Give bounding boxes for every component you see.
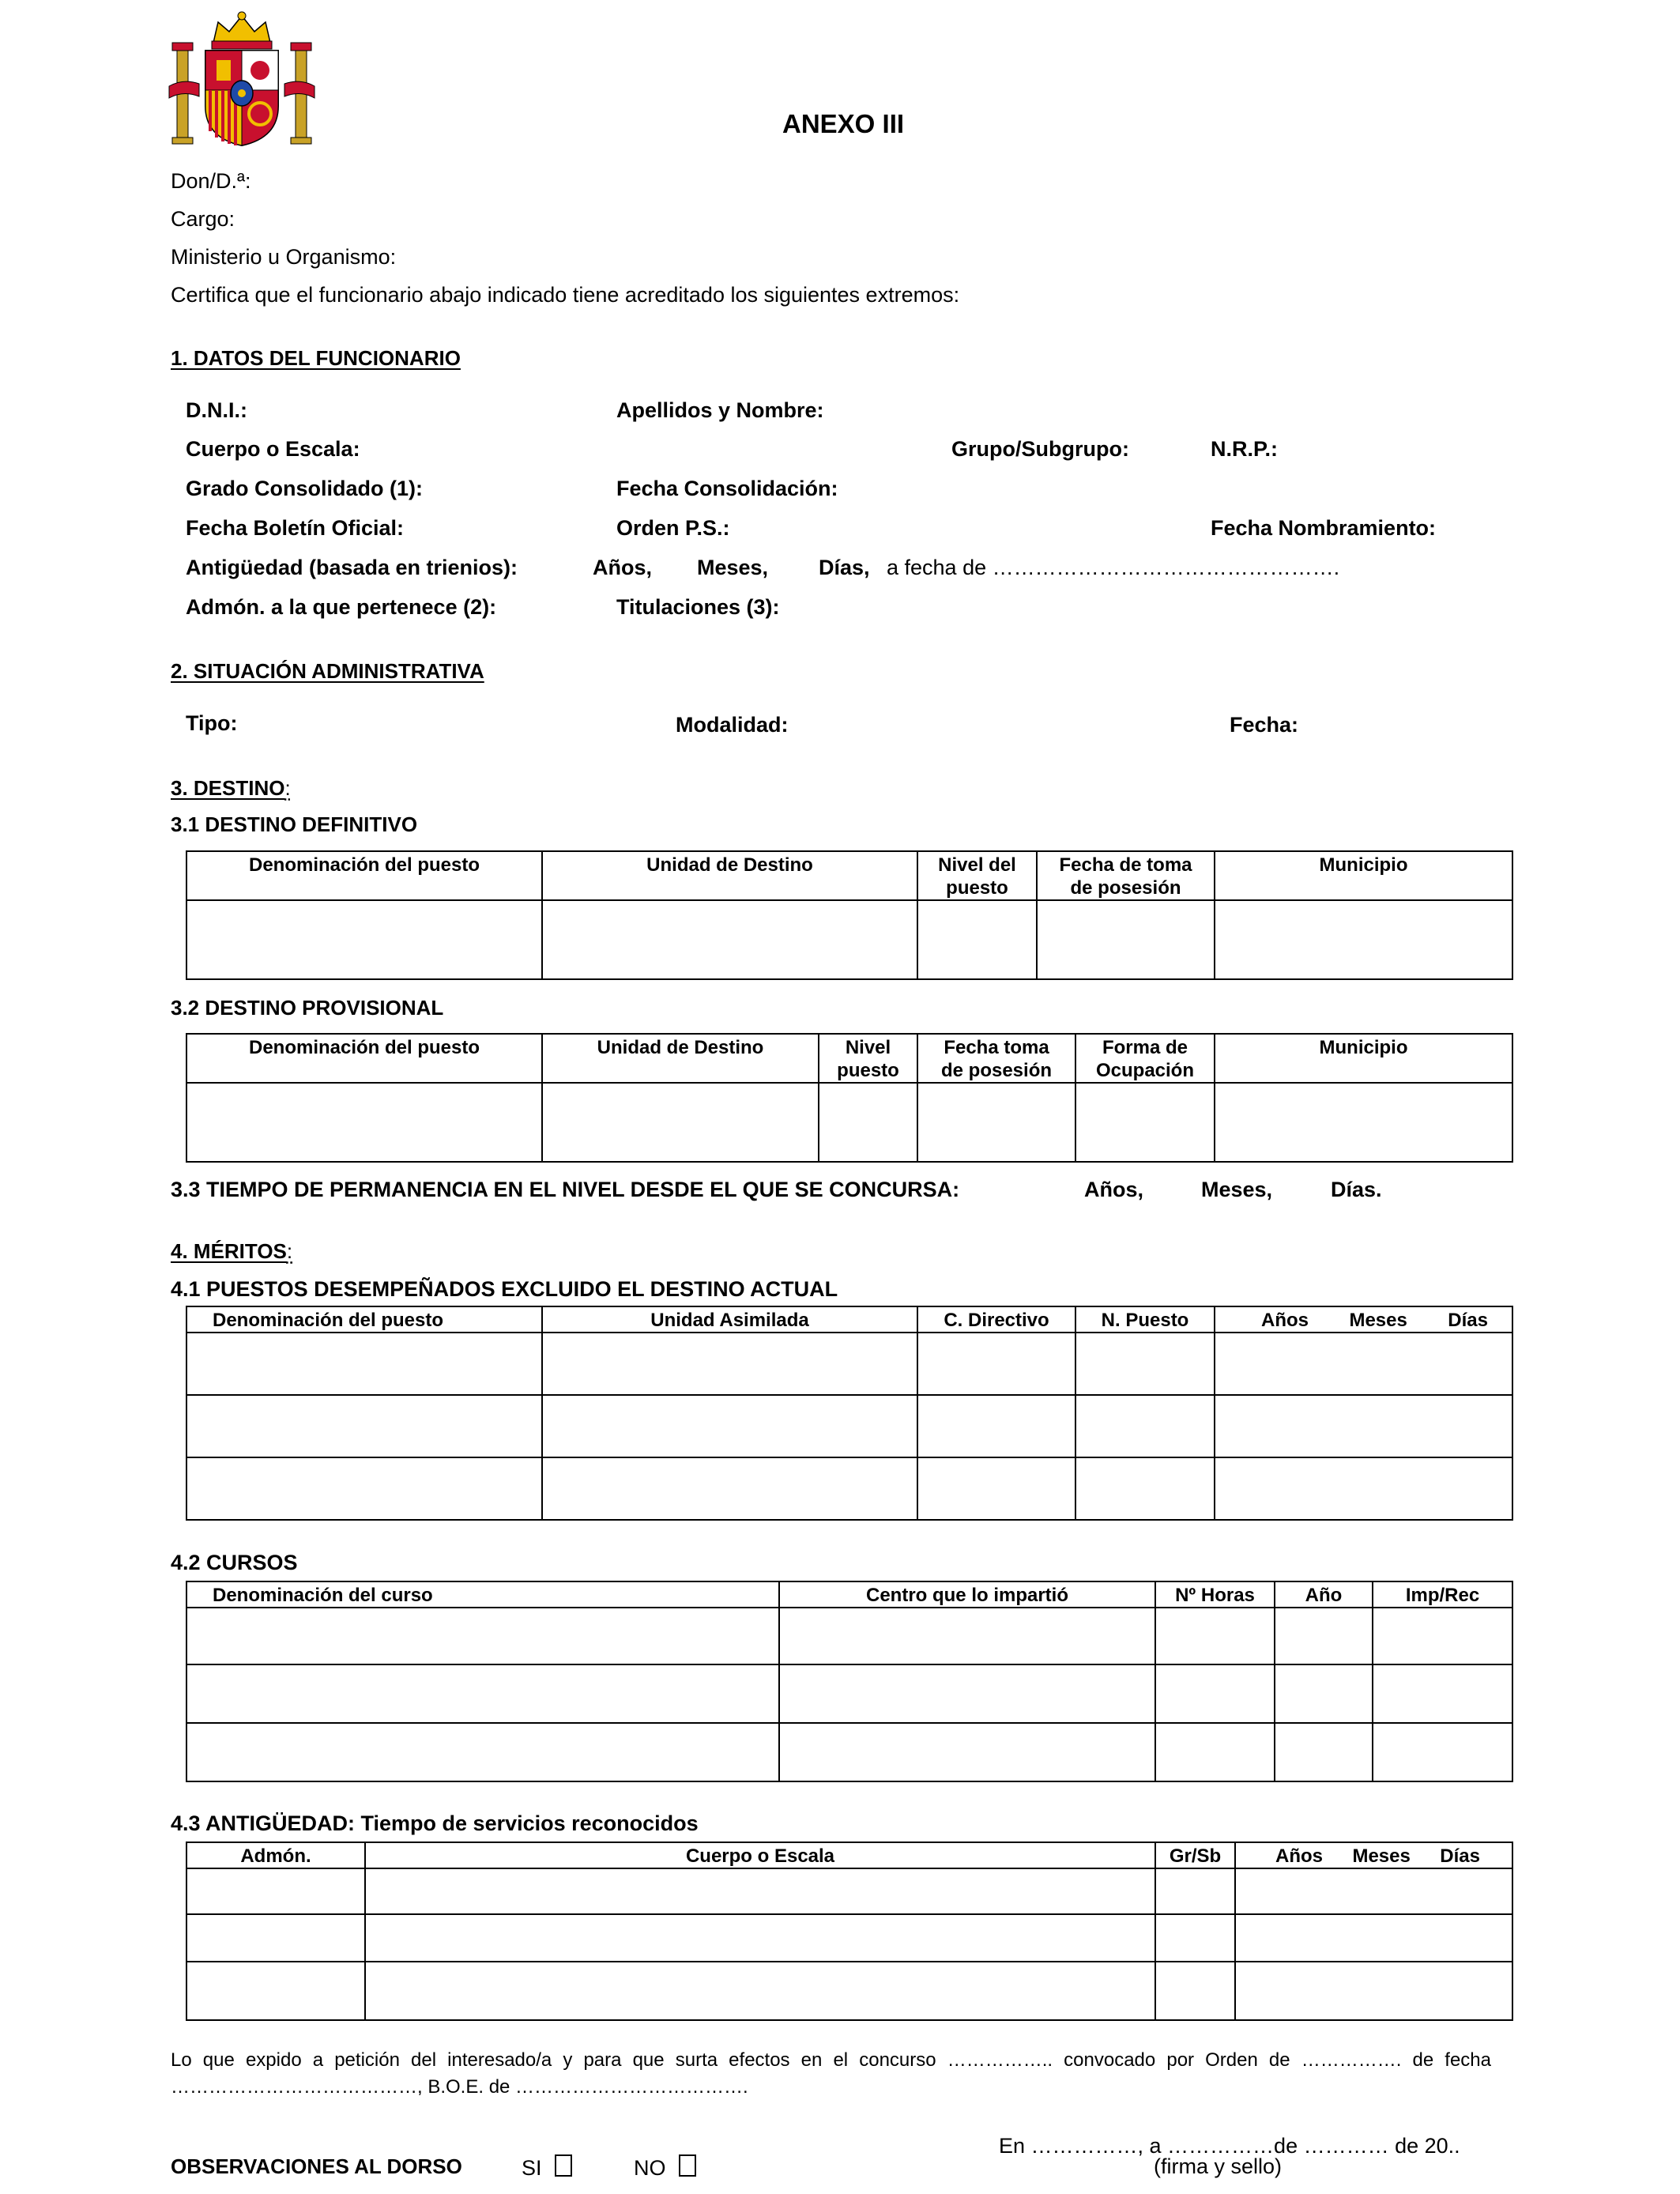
- header-municipio: Municipio: [1215, 851, 1512, 900]
- input-cell[interactable]: [542, 1083, 819, 1162]
- section4-heading-text: 4. MÉRITOS: [171, 1239, 287, 1263]
- certification-paragraph: Lo que expido a petición del interesado/a y para que surta efectos en el concurso …………….. convocado por Orden de ……………. de fecha …………………………………, B.O.E. de ……………………………….: [171, 2049, 1491, 2098]
- input-cell[interactable]: [1275, 1723, 1373, 1781]
- input-cell[interactable]: [917, 1457, 1075, 1520]
- input-cell[interactable]: [1075, 1333, 1215, 1395]
- cuerpo-label: Cuerpo o Escala:: [186, 437, 360, 461]
- input-cell[interactable]: [1235, 1914, 1512, 1962]
- table-row: [186, 1962, 1512, 2020]
- section33-label: 3.3 TIEMPO DE PERMANENCIA EN EL NIVEL DESDE EL QUE SE CONCURSA:: [171, 1178, 960, 1201]
- puestos-desempenados-table: [186, 1306, 1513, 1521]
- si-option: [522, 2154, 572, 2181]
- input-cell[interactable]: [917, 1083, 1075, 1162]
- fecha-label: Fecha:: [1230, 713, 1299, 737]
- header-dias: Días: [1448, 1310, 1488, 1331]
- place-date-line: En ……………, a ……………de ………… de 20..: [999, 2134, 1460, 2158]
- section33-dias: Días.: [1331, 1178, 1382, 1201]
- fecha-boletin-label: Fecha Boletín Oficial:: [186, 516, 405, 540]
- table-row: [186, 1664, 1512, 1723]
- input-cell[interactable]: [1215, 1395, 1512, 1457]
- section33-anos: Años,: [1084, 1178, 1144, 1201]
- input-cell[interactable]: [819, 1083, 917, 1162]
- fecha-consolidacion-label: Fecha Consolidación:: [616, 477, 838, 500]
- header-tiempo: [1235, 1842, 1512, 1868]
- input-cell[interactable]: [1275, 1608, 1373, 1664]
- destino-provisional-table: [186, 1033, 1513, 1163]
- no-option: [634, 2154, 696, 2181]
- input-cell[interactable]: [186, 1723, 779, 1781]
- input-cell[interactable]: [1215, 1333, 1512, 1395]
- header-c-directivo: C. Directivo: [917, 1306, 1075, 1333]
- no-label: NO: [634, 2156, 666, 2180]
- header-nivel: Nivel puesto: [819, 1034, 917, 1083]
- header-anos: Años: [1261, 1310, 1309, 1331]
- input-cell[interactable]: [365, 1868, 1155, 1914]
- header-fecha-toma: Fecha toma de posesión: [917, 1034, 1075, 1083]
- input-cell[interactable]: [1155, 1664, 1275, 1723]
- input-cell[interactable]: [917, 1333, 1075, 1395]
- input-cell[interactable]: [779, 1608, 1155, 1664]
- input-cell[interactable]: [1373, 1723, 1512, 1781]
- header-dias: Días: [1440, 1845, 1480, 1867]
- input-cell[interactable]: [1155, 1723, 1275, 1781]
- input-cell[interactable]: [186, 1083, 542, 1162]
- table-row: [186, 1083, 1512, 1162]
- header-municipio: Municipio: [1215, 1034, 1512, 1083]
- section32-heading: 3.2 DESTINO PROVISIONAL: [171, 996, 444, 1020]
- input-cell[interactable]: [542, 900, 917, 979]
- header-ano: Año: [1275, 1581, 1373, 1608]
- si-checkbox[interactable]: [555, 2154, 572, 2177]
- header-forma-ocupacion: Forma de Ocupación: [1075, 1034, 1215, 1083]
- section33-meses: Meses,: [1201, 1178, 1273, 1201]
- antiguedad-dias: Días,: [819, 556, 870, 579]
- don-label: Don/D.ª:: [171, 169, 251, 193]
- input-cell[interactable]: [365, 1962, 1155, 2020]
- firma-sello-label: (firma y sello): [1154, 2154, 1283, 2178]
- input-cell[interactable]: [1215, 1083, 1512, 1162]
- apellidos-label: Apellidos y Nombre:: [616, 398, 824, 422]
- header-anos: Años: [1275, 1845, 1323, 1867]
- section42-heading: 4.2 CURSOS: [171, 1551, 298, 1574]
- table-row: [186, 1395, 1512, 1457]
- input-cell[interactable]: [1037, 900, 1215, 979]
- section1-heading: 1. DATOS DEL FUNCIONARIO: [171, 346, 461, 370]
- input-cell[interactable]: [1215, 900, 1512, 979]
- header-denominacion: Denominación del puesto: [186, 851, 542, 900]
- input-cell[interactable]: [186, 900, 542, 979]
- section4-heading-colon: :: [286, 1239, 293, 1263]
- observaciones-label: OBSERVACIONES AL DORSO: [171, 2154, 462, 2178]
- modalidad-label: Modalidad:: [676, 713, 789, 737]
- titulaciones-label: Titulaciones (3):: [616, 595, 780, 619]
- dni-label: D.N.I.:: [186, 398, 247, 422]
- header-centro: Centro que lo impartió: [779, 1581, 1155, 1608]
- antiguedad-anos: Años,: [593, 556, 653, 579]
- orden-label: Orden P.S.:: [616, 516, 730, 540]
- section3-heading: [171, 776, 291, 801]
- input-cell[interactable]: [1155, 1914, 1235, 1962]
- input-cell[interactable]: [779, 1723, 1155, 1781]
- header-tiempo: [1215, 1306, 1512, 1333]
- input-cell[interactable]: [1235, 1962, 1512, 2020]
- nrp-label: N.R.P.:: [1211, 437, 1279, 461]
- header-meses: Meses: [1349, 1310, 1407, 1331]
- input-cell[interactable]: [917, 1395, 1075, 1457]
- input-cell[interactable]: [186, 1962, 365, 2020]
- header-gr-sb: Gr/Sb: [1155, 1842, 1235, 1868]
- input-cell[interactable]: [186, 1664, 779, 1723]
- input-cell[interactable]: [1075, 1395, 1215, 1457]
- input-cell[interactable]: [1075, 1457, 1215, 1520]
- section4-heading: [171, 1239, 292, 1264]
- ministerio-label: Ministerio u Organismo:: [171, 245, 397, 269]
- tipo-label: Tipo:: [186, 711, 238, 735]
- table-row: [186, 1868, 1512, 1914]
- certifica-text: Certifica que el funcionario abajo indicado tiene acreditado los siguientes extremos:: [171, 283, 960, 307]
- header-unidad-destino: Unidad de Destino: [542, 851, 917, 900]
- section41-heading: 4.1 PUESTOS DESEMPEÑADOS EXCLUIDO EL DESTINO ACTUAL: [171, 1277, 838, 1301]
- antiguedad-meses: Meses,: [697, 556, 769, 579]
- cargo-label: Cargo:: [171, 207, 235, 231]
- section31-heading: 3.1 DESTINO DEFINITIVO: [171, 812, 418, 836]
- header-horas: Nº Horas: [1155, 1581, 1275, 1608]
- header-denominacion: Denominación del puesto: [186, 1034, 542, 1083]
- input-cell[interactable]: [1215, 1457, 1512, 1520]
- table-row: [186, 1723, 1512, 1781]
- input-cell[interactable]: [186, 1608, 779, 1664]
- coat-of-arms-logo: [168, 11, 316, 152]
- document-title: ANEXO III: [782, 109, 905, 138]
- input-cell[interactable]: [1373, 1664, 1512, 1723]
- antiguedad-label: Antigüedad (basada en trienios):: [186, 556, 518, 579]
- header-meses: Meses: [1352, 1845, 1411, 1867]
- input-cell[interactable]: [1155, 1962, 1235, 2020]
- section3-heading-text: 3. DESTINO: [171, 776, 285, 800]
- input-cell[interactable]: [1155, 1608, 1275, 1664]
- section43-heading: 4.3 ANTIGÜEDAD: Tiempo de servicios reconocidos: [171, 1811, 699, 1835]
- input-cell[interactable]: [779, 1664, 1155, 1723]
- table-row: [186, 900, 1512, 979]
- input-cell[interactable]: [917, 900, 1037, 979]
- si-label: SI: [522, 2156, 542, 2180]
- table-row: [186, 1608, 1512, 1664]
- no-checkbox[interactable]: [679, 2154, 696, 2177]
- header-unidad-destino: Unidad de Destino: [542, 1034, 819, 1083]
- header-denominacion: Denominación del puesto: [186, 1306, 542, 1333]
- header-cuerpo-escala: Cuerpo o Escala: [365, 1842, 1155, 1868]
- input-cell[interactable]: [1235, 1868, 1512, 1914]
- input-cell[interactable]: [186, 1457, 542, 1520]
- input-cell[interactable]: [186, 1395, 542, 1457]
- destino-definitivo-table: [186, 850, 1513, 980]
- a-fecha-de-text: a fecha de ………………………………………….: [887, 556, 1340, 579]
- input-cell[interactable]: [542, 1333, 917, 1395]
- input-cell[interactable]: [1155, 1868, 1235, 1914]
- fecha-nombramiento-label: Fecha Nombramiento:: [1211, 516, 1437, 540]
- input-cell[interactable]: [1275, 1664, 1373, 1723]
- input-cell[interactable]: [186, 1868, 365, 1914]
- antiguedad-table: [186, 1842, 1513, 2021]
- input-cell[interactable]: [186, 1333, 542, 1395]
- header-unidad-asimilada: Unidad Asimilada: [542, 1306, 917, 1333]
- section3-heading-colon: :: [284, 776, 291, 800]
- input-cell[interactable]: [542, 1395, 917, 1457]
- input-cell[interactable]: [542, 1457, 917, 1520]
- grupo-label: Grupo/Subgrupo:: [951, 437, 1129, 461]
- header-denominacion-curso: Denominación del curso: [186, 1581, 779, 1608]
- header-fecha-toma: Fecha de toma de posesión: [1037, 851, 1215, 900]
- header-nivel: Nivel del puesto: [917, 851, 1037, 900]
- table-row: [186, 1914, 1512, 1962]
- input-cell[interactable]: [1075, 1083, 1215, 1162]
- section2-heading: 2. SITUACIÓN ADMINISTRATIVA: [171, 659, 484, 683]
- input-cell[interactable]: [186, 1914, 365, 1962]
- table-row: [186, 1457, 1512, 1520]
- header-n-puesto: N. Puesto: [1075, 1306, 1215, 1333]
- input-cell[interactable]: [365, 1914, 1155, 1962]
- admon-label: Admón. a la que pertenece (2):: [186, 595, 497, 619]
- header-admon: Admón.: [186, 1842, 365, 1868]
- table-row: [186, 1333, 1512, 1395]
- cursos-table: [186, 1581, 1513, 1782]
- grado-label: Grado Consolidado (1):: [186, 477, 423, 500]
- header-imp-rec: Imp/Rec: [1373, 1581, 1512, 1608]
- input-cell[interactable]: [1373, 1608, 1512, 1664]
